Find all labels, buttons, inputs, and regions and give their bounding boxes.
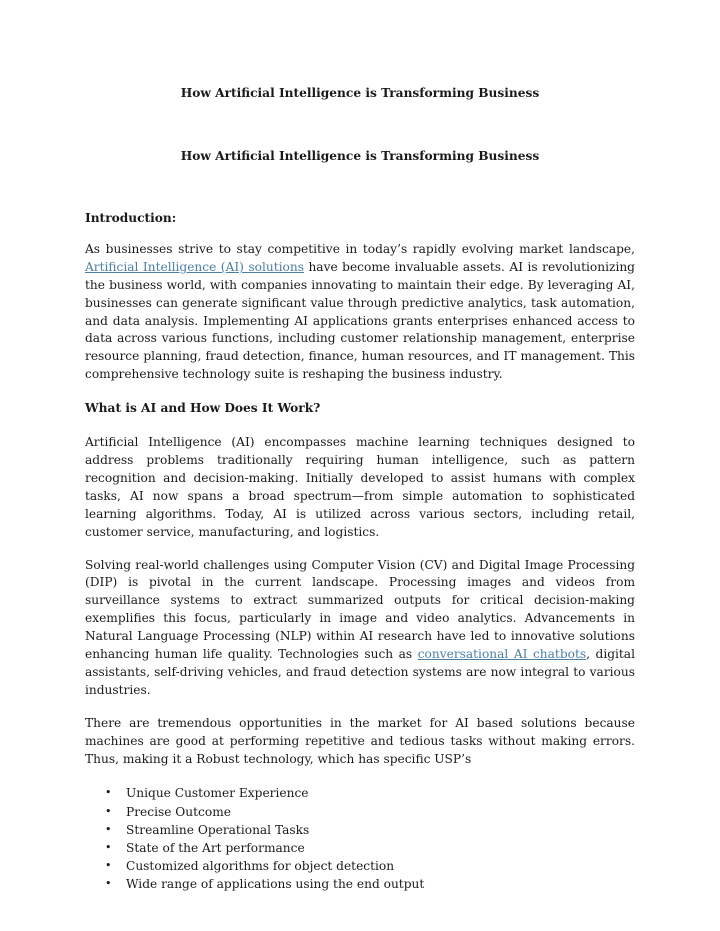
introduction-heading: Introduction: (85, 211, 177, 225)
introduction-text-start: As businesses strive to stay competitive in today’s rapidly evolving market landscape, (85, 241, 635, 256)
list-item (85, 839, 635, 857)
list-item-text: State of the Art performance (126, 841, 305, 856)
what-is-ai-paragraph-1: Artificial Intelligence (AI) encompasses machine learning techniques designed to address problems traditionally requiring human intelligence, such as pattern recognition and decision-making. Initially developed to assist humans with complex tasks, AI now spans a broad spectrum—from simple automation to sophisticated learning algorithms. Today, AI is utilized across various sectors, including retail, customer service, manufacturing, and logistics. (85, 435, 635, 539)
introduction-paragraph (85, 241, 635, 384)
bullet-icon: • (105, 804, 112, 818)
list-item (85, 857, 635, 875)
list-item-text: Precise Outcome (126, 804, 231, 819)
paragraph-2-text-start: Solving real-world challenges using Computer Vision (CV) and Digital Image Processing (DIP) is pivotal in the current landscape. Processing images and videos from surveillance systems to extract summarized outputs for critical decision-making exemplifies this focus, particularly in image and video analytics. Advancements in Natural Language Processing (NLP) within AI research have led to innovative solutions enhancing human life quality. Technologies such as (85, 557, 635, 662)
list-item-text: Customized algorithms for object detection (126, 859, 395, 874)
introduction-text-end: have become invaluable assets. AI is revolutionizing the business world, with companies innovating to maintain their edge. By leveraging AI, businesses can generate significant value through predictive analytics, task automation, and data analysis. Implementing AI applications grants enterprises enhanced access to data across various functions, including customer relationship management, enterprise resource planning, fraud detection, finance, human resources, and IT management. This comprehensive technology suite is reshaping the business industry. (85, 259, 635, 382)
list-item (85, 821, 635, 839)
list-item (85, 803, 635, 821)
bullet-icon: • (105, 841, 112, 855)
what-is-ai-paragraph-3: There are tremendous opportunities in the market for AI based solutions because machines are good at performing repetitive and tedious tasks without making errors. Thus, making it a Robust technology, which has specific USP’s (85, 715, 635, 766)
list-item-text: Wide range of applications using the end output (126, 877, 425, 892)
bullet-icon: • (105, 822, 112, 836)
bullet-icon: • (105, 786, 112, 800)
document-title: How Artificial Intelligence is Transforming Business (180, 86, 540, 100)
list-item (85, 875, 635, 893)
conversational-ai-chatbots-link[interactable]: conversational AI chatbots (417, 647, 587, 662)
what-is-ai-paragraph-2 (85, 557, 635, 700)
document-body (85, 210, 635, 894)
list-item-text: Unique Customer Experience (126, 786, 309, 801)
document-subtitle: How Artificial Intelligence is Transforming Business (180, 149, 540, 163)
list-item (85, 784, 635, 802)
bullet-icon: • (105, 859, 112, 873)
list-item-text: Streamline Operational Tasks (126, 822, 310, 837)
usp-bullet-list (85, 784, 635, 893)
paragraph-2-text-end: , digital assistants, self-driving vehicles, and fraud detection systems are now integral to various industries. (85, 647, 635, 697)
ai-solutions-link[interactable]: Artificial Intelligence (AI) solutions (85, 259, 304, 274)
bullet-icon: • (105, 877, 112, 891)
what-is-ai-heading: What is AI and How Does It Work? (85, 401, 321, 416)
